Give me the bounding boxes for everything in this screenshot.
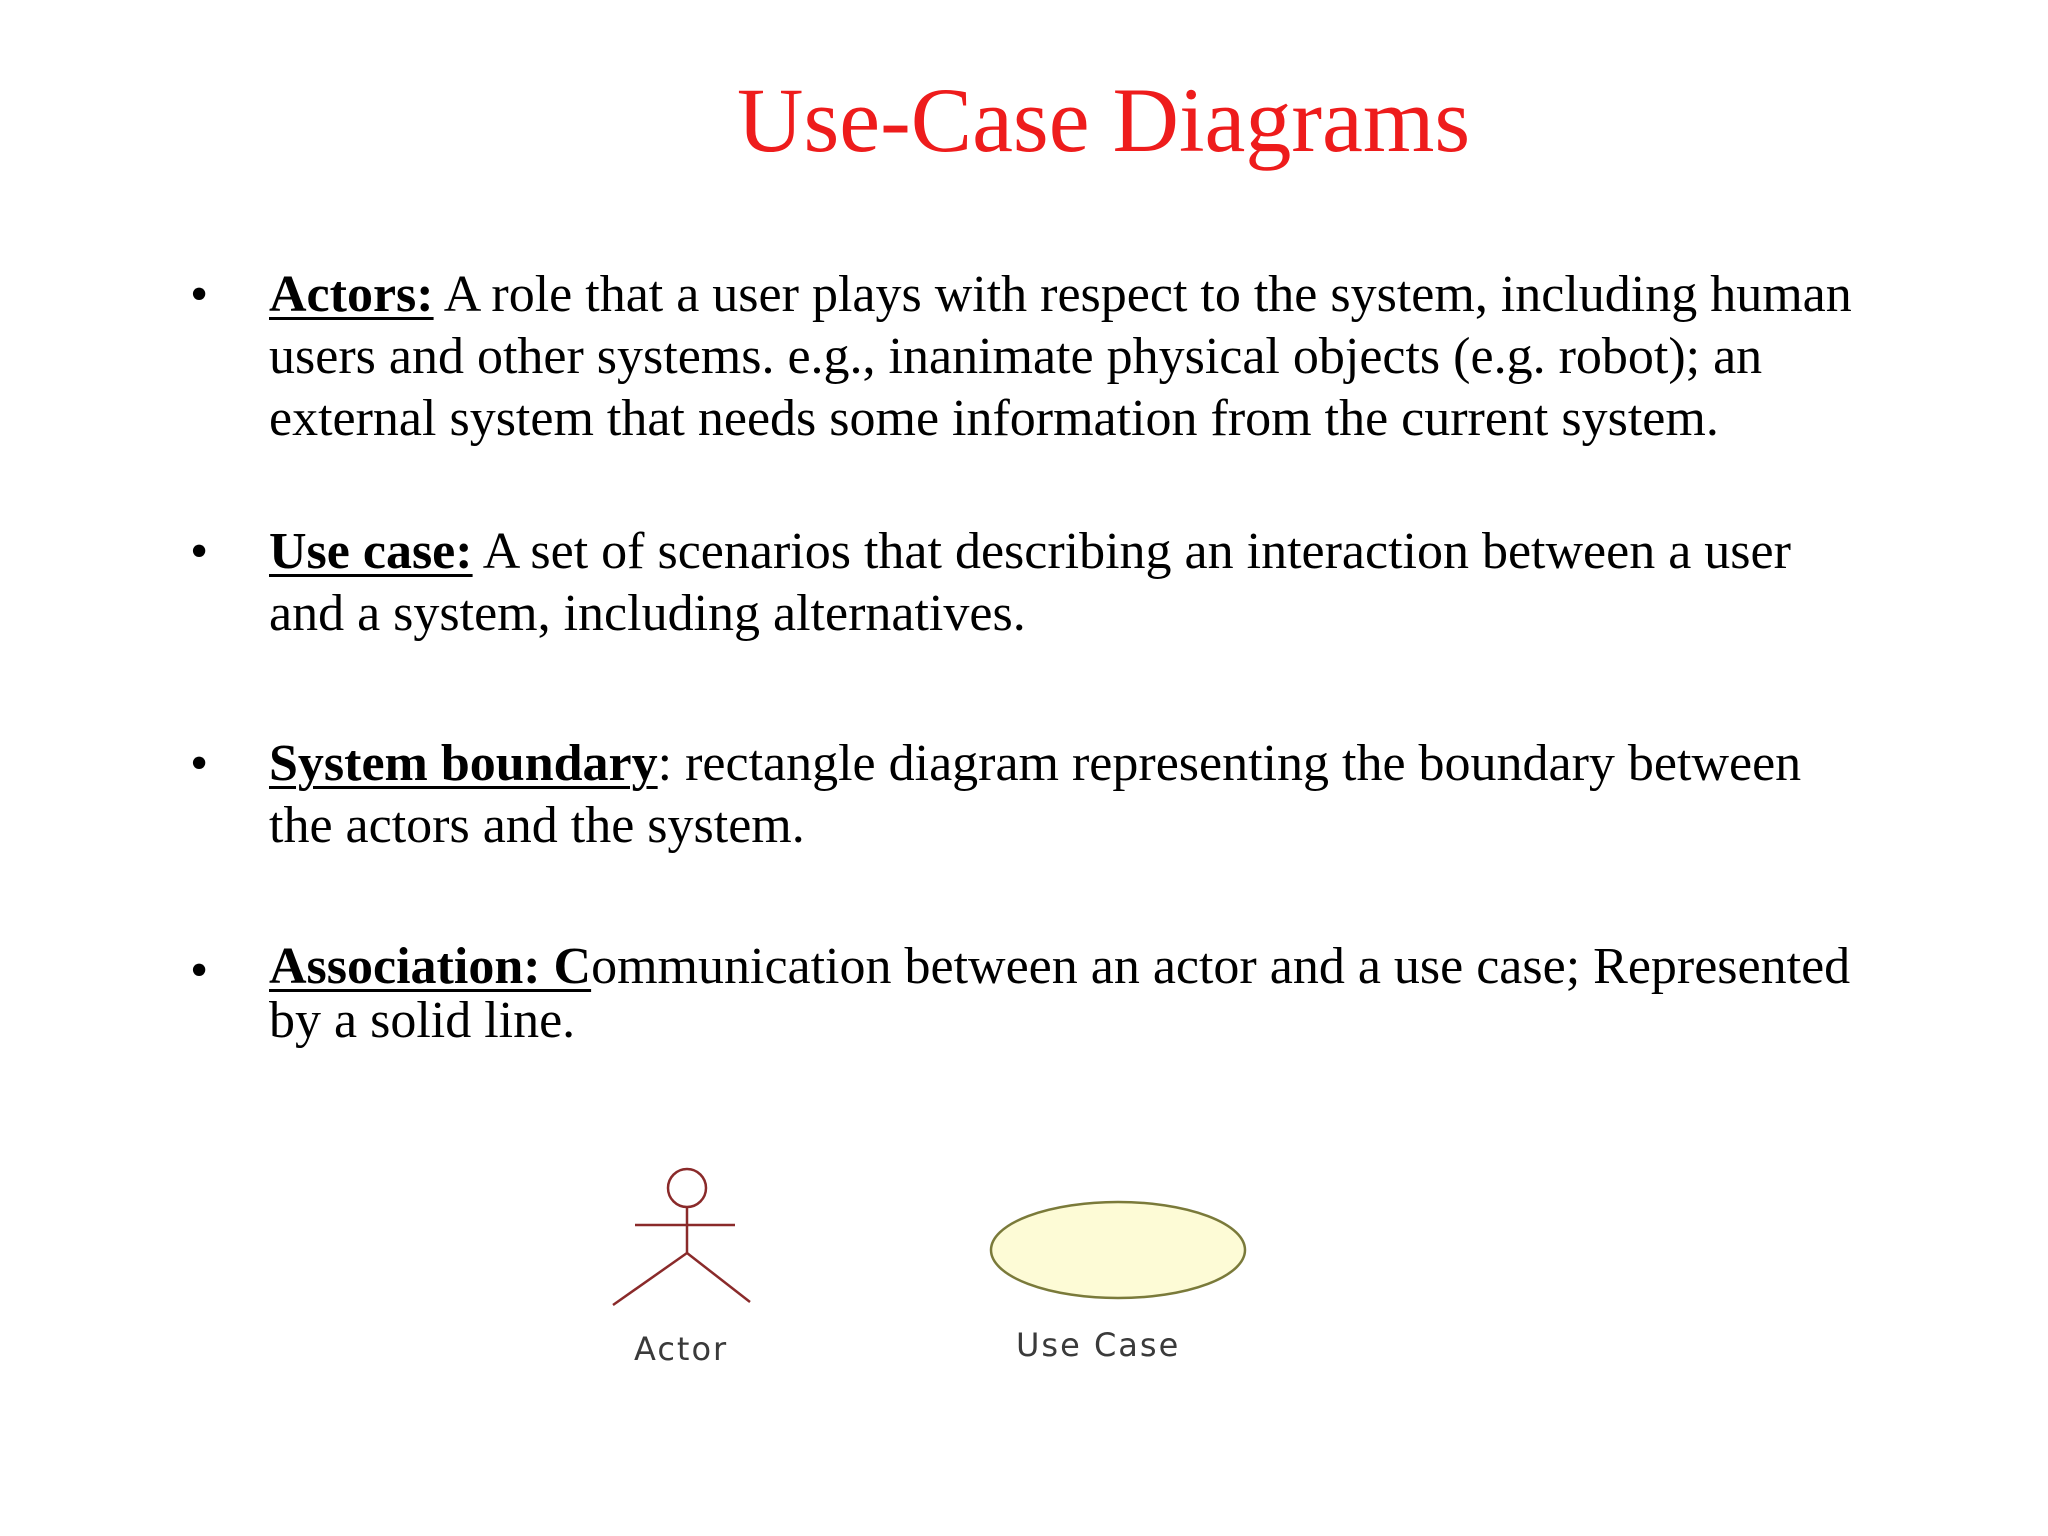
bullet-marker: • (190, 523, 209, 580)
bullet-use-case-text (269, 521, 1869, 645)
bullet-system-boundary-text (269, 733, 1869, 857)
term-use-case: Use case: (269, 523, 473, 580)
actor-right-leg (687, 1253, 750, 1302)
actor-left-leg (613, 1253, 687, 1305)
definition-use-case: A set of scenarios that describing an interaction between a user and a system, including alternatives. (269, 523, 1791, 642)
definition-association: ommunication between an actor and a use case; Represented by a solid line. (269, 938, 1851, 1049)
definition-system-boundary: : rectangle diagram representing the boundary between the actors and the system. (269, 735, 1802, 854)
bullet-marker: • (190, 266, 209, 323)
bullet-association-text (269, 940, 1869, 1048)
use-case-label: Use Case (1016, 1326, 1181, 1364)
actor-stick-figure-icon (613, 1169, 750, 1305)
actor-label: Actor (634, 1330, 729, 1368)
bullet-actors-text (269, 264, 1869, 450)
bullet-marker: • (190, 735, 209, 792)
term-system-boundary: System boundary (269, 735, 658, 792)
term-association: Association: C (269, 938, 592, 995)
use-case-notation-figure (590, 1140, 1290, 1390)
definition-actors: A role that a user plays with respect to the system, including human users and other systems. e.g., inanimate physical objects (e.g. robot); an external system that needs some information from the current system. (269, 266, 1852, 447)
bullet-marker: • (190, 942, 209, 999)
slide-title: Use-Case Diagrams (737, 69, 1471, 171)
actor-head (668, 1169, 706, 1207)
term-actors: Actors: (269, 266, 434, 323)
use-case-ellipse-icon (991, 1202, 1245, 1298)
